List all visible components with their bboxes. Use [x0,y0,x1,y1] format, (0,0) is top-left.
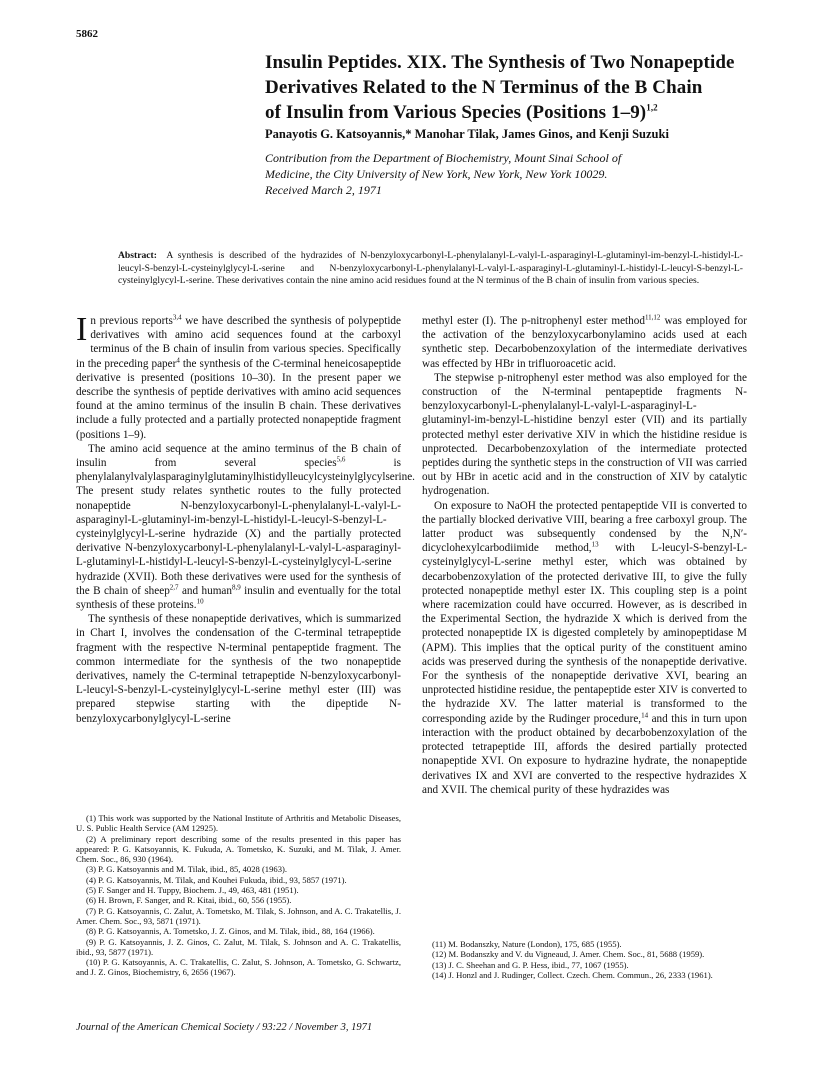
received-date: Received March 2, 1971 [265,183,382,197]
paragraph-text: with L-leucyl-S-benzyl-L-cysteinylglycyl-L-serine methyl ester, which was obtained by decarbobenzoxylation of the protected derivative III, to give the fully protected nonapeptide methyl ester IX. This coupling step is a point where racemization could have occurred. However, as is described in the Experimental Section, the hydrazide X which is derived from the protected nonapeptide IX is digested completely by aminopeptidase M (APM). This implies that the optical purity of the constituent amino acids was preserved during the synthesis of the nonapeptide derivative. For the synthesis of the nonapeptide derivative XVI, bearing an unprotected histidine residue, the pentapeptide ester XIV is converted to the hydrazide XV. The latter material is transformed to the corresponding azide by the Rudinger procedure, [422,542,747,725]
paragraph-text: and this in turn upon interaction with the product obtained by decarbobenzoxylation of the protected tetrapeptide III, affords the desired partially protected nonapeptide XVI. On exposure to hydrazine hydrate, the nonapeptide derivatives IX and XVI are converted to the respective hydrazides X and XVII. The chemical purity of these hydrazides was [422,712,747,796]
paragraph-text: The synthesis of these nonapeptide derivatives, which is summarized in Chart I, involves the condensation of the C-terminal tetrapeptide fragment with the respective N-terminal pentapeptide fragment. The common intermediate for the synthesis of the two nonapeptide derivatives, namely the C-terminal tetrapeptide N-benzyloxycarbonyl-L-leucyl-S-benzyl-L-cysteinylglycyl-L-serine methyl ester (III) was prepared stepwise starting with the dipeptide N-benzyloxycarbonylglycyl-L-serine [76,613,401,725]
journal-footer: Journal of the American Chemical Society / 93:22 / November 3, 1971 [76,1022,373,1033]
footnote: (3) P. G. Katsoyannis and M. Tilak, ibid., 85, 4028 (1963). [86,864,287,875]
footnote: (5) F. Sanger and H. Tuppy, Biochem. J., 49, 463, 481 (1951). [86,885,299,896]
paragraph-text: methyl ester (I). The p-nitrophenyl ester method [422,315,645,327]
paragraph-text: the synthesis of the C-terminal heneicosapeptide derivative is presented (positions 10–30). In the present paper we describe the synthesis of peptide derivatives with amino acid sequences found at the amino terminus of the insulin B chain. These derivatives include a fully protected and a partially protected nonapeptide fragment (positions 1–9). [76,357,401,441]
reference-marker: 13 [591,540,599,549]
affiliation-line-1: Contribution from the Department of Biochemistry, Mount Sinai School of [265,151,622,165]
author-list: Panayotis G. Katsoyannis,* Manohar Tilak, James Ginos, and Kenji Suzuki [265,127,669,141]
body-column-right [422,314,747,797]
page-number: 5862 [76,28,98,40]
paragraph-text: The amino acid sequence at the amino terminus of the B chain of insulin from several species [76,442,401,470]
paragraph-text: On exposure to NaOH the protected pentapeptide VII is converted to the partially blocked derivative VIII, bearing a free carboxyl group. The latter product was subsequently condensed by the N,N′-dicyclohexylcarbodiimide method, [422,499,747,555]
footnotes-left [76,813,401,978]
paragraph-text: and human [178,584,232,597]
footnote: (12) M. Bodanszky and V. du Vigneaud, J. Amer. Chem. Soc., 81, 5688 (1959). [432,949,705,960]
footnote: (8) P. G. Katsoyannis, A. Tometsko, J. Z. Ginos, and M. Tilak, ibid., 88, 164 (1966). [86,926,375,937]
footnote: (10) P. G. Katsoyannis, A. C. Trakatellis, C. Zalut, S. Johnson, A. Tometsko, G. Schwartz, and J. Z. Ginos, Biochemistry, 6, 2656 (1967). [76,957,401,978]
footnote: (9) P. G. Katsoyannis, J. Z. Ginos, C. Zalut, M. Tilak, S. Johnson and A. C. Trakatellis, ibid., 93, 5877 (1971). [76,936,401,957]
paragraph-text: was employed for the activation of the benzyloxycarbonylamino acids used at each synthetic step. Decarbobenzoxylation of the intermediate derivatives was effected by HBr in trifluoroacetic acid. [422,315,747,370]
reference-marker: 2,7 [169,583,179,592]
footnote: (14) J. Honzl and J. Rudinger, Collect. Czech. Chem. Commun., 26, 2333 (1961). [432,969,713,980]
body-paragraph [422,499,747,797]
reference-marker: 3,4 [172,313,182,322]
title-line-2: Derivatives Related to the N Terminus of the B Chain [265,77,703,98]
reference-marker: 5,6 [336,455,346,464]
paragraph-text: we have described the synthesis of polypeptide derivatives with amino acid sequences found at the carboxyl terminus of the B chain of insulin from various species. Specifically in the preceding paper [76,315,401,370]
article-title [265,50,765,125]
reference-marker: 14 [641,710,649,719]
body-paragraph [76,612,401,726]
body-column-left [76,311,415,726]
footnote: (2) A preliminary report describing some of the results presented in this paper has appeared: P. G. Katsoyannis, K. Fukuda, A. Tometsko, K. Suzuki, and M. Tilak, J. Amer. Chem. Soc., 86, 930 (1964). [76,833,401,865]
title-line-3: of Insulin from Various Species (Positions 1–9) [265,102,647,123]
paragraph-text: The stepwise p-nitrophenyl ester method was also employed for the construction of the N-terminal pentapeptide fragments N-benzyloxycarbonyl-L-phenylalanyl-L-valyl-L-asparaginyl-L-glutaminyl-im-benzyl-L-histidine benzyl ester (VII) and its partially protected methyl ester derivative XIV in which the histidine residue is unprotected. Decarbobenzoxylation of the intermediate protected peptides during the synthetic steps in the construction of VII was carried out by HBr in acetic acid and in the construction of XIV by catalytic hydrogenation. [422,371,747,498]
title-line-1: Insulin Peptides. XIX. The Synthesis of Two Nonapeptide [265,52,735,73]
footnote: (7) P. G. Katsoyannis, C. Zalut, A. Tometsko, M. Tilak, S. Johnson, and A. C. Trakatellis, J. Amer. Chem. Soc., 93, 5871 (1971). [76,905,401,926]
reference-marker: 4 [176,355,180,364]
reference-marker: 11,12 [644,313,661,322]
affiliation [265,150,735,198]
body-paragraph [422,371,747,499]
body-paragraph [422,314,747,371]
paragraph-text: insulin and eventually for the total synthesis of these proteins. [76,584,402,612]
footnotes-right [422,939,747,980]
reference-marker: 10 [196,597,204,606]
footnote: (11) M. Bodanszky, Nature (London), 175, 685 (1955). [432,939,622,949]
footnote: (6) H. Brown, F. Sanger, and R. Kitai, ibid., 60, 556 (1955). [86,895,292,906]
abstract [118,250,743,288]
footnote: (4) P. G. Katsoyannis, M. Tilak, and Kouhei Fukuda, ibid., 93, 5857 (1971). [86,874,347,885]
body-paragraph [76,311,401,442]
footnote: (1) This work was supported by the National Institute of Arthritis and Metabolic Diseases, U. S. Public Health Service (AM 12925). [76,813,401,834]
paragraph-text: n previous reports [90,315,173,327]
abstract-label: Abstract: [118,250,157,261]
paragraph-text: is phenylalanylvalylasparaginylglutaminylhistidylleucylcysteinylglycylserine. The present study relates synthetic routes to the fully protected nonapeptide N-benzyloxycarbonyl-L-phenylalanyl-L-valyl-L-asparaginyl-L-glutaminyl-im-benzyl-L-histidyl-L-leucyl-S-benzyl-L-cysteinylglycyl-L-serine hydrazide (X) and the partially protected derivative N-benzyloxycarbonyl-L-phenylalanyl-L-valyl-L-asparaginyl-L-glutaminyl-L-histidyl-L-leucyl-S-benzyl-L-cysteinylglycyl-L-serine hydrazide (XVII). Both these derivatives were used for the synthesis of the B chain of sheep [76,457,415,597]
reference-marker: 8,9 [231,583,241,592]
affiliation-line-2: Medicine, the City University of New York, New York, New York 10029. [265,167,608,181]
body-paragraph [76,442,415,612]
title-footnote-refs: 1,2 [646,102,658,113]
footnote: (13) J. C. Sheehan and G. P. Hess, ibid., 77, 1067 (1955). [432,959,629,970]
abstract-text: A synthesis is described of the hydrazides of N-benzyloxycarbonyl-L-phenylalanyl-L-valyl-L-asparaginyl-L-glutaminyl-im-benzyl-L-histidyl-L-leucyl-S-benzyl-L-cysteinylglycyl-L-serine and N-benzyloxycarbonyl-L-phenylalanyl-L-valyl-L-asparaginyl-L-glutaminyl-L-histidyl-L-leucyl-S-benzyl-L-cysteinylglycyl-L-serine. These derivatives contain the nine amino acid residues found at the N terminus of the B chain of insulin from various species. [118,250,743,286]
drop-cap: I [76,311,88,348]
